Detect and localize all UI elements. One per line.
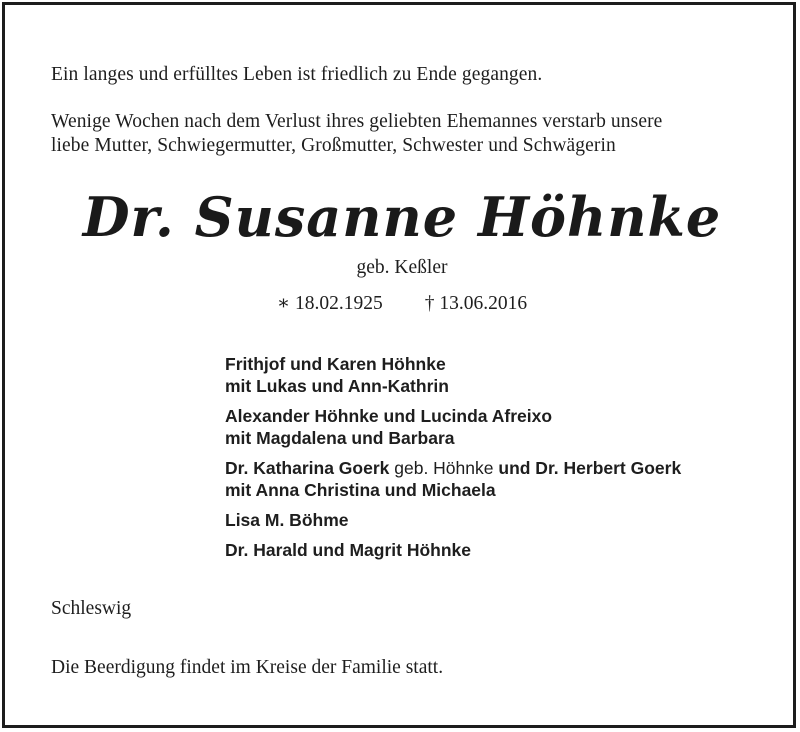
life-dates (5, 292, 799, 316)
mourner-line: Lisa M. Böhme (225, 510, 349, 530)
place-name: Schleswig (51, 598, 132, 619)
obituary-notice (2, 2, 796, 728)
mourner-entry (225, 405, 681, 449)
mourner-line: Alexander Höhnke und Lucinda Afreixo (225, 406, 553, 426)
birth-date: ∗ 18.02.1925 (276, 293, 383, 314)
deceased-name: Dr. Susanne Höhnke (82, 185, 722, 249)
mourner-entry (225, 353, 681, 397)
mourner-line: Dr. Harald und Magrit Höhnke (225, 540, 471, 560)
announcement-line-2: liebe Mutter, Schwiegermutter, Großmutter, Schwester und Schwägerin (51, 135, 616, 156)
mourner-partner: und Dr. Herbert Goerk (498, 458, 682, 478)
mourner-line: mit Lukas und Ann-Kathrin (225, 376, 449, 396)
mourner-name: Dr. Katharina Goerk (225, 458, 390, 478)
mourner-birth-name: geb. Höhnke (394, 458, 494, 478)
mourner-line: mit Magdalena und Barbara (225, 428, 455, 448)
mourners-list (225, 353, 681, 569)
funeral-note: Die Beerdigung findet im Kreise der Familie statt. (51, 657, 444, 678)
mourner-line: mit Anna Christina und Michaela (225, 480, 496, 500)
mourner-entry (225, 457, 681, 501)
announcement-paragraph (51, 110, 771, 158)
mourner-line (225, 457, 681, 479)
intro-line: Ein langes und erfülltes Leben ist friedlich zu Ende gegangen. (51, 64, 543, 85)
mourner-line: Frithjof und Karen Höhnke (225, 354, 446, 374)
mourner-entry (225, 509, 681, 531)
mourner-entry (225, 539, 681, 561)
death-date: † 13.06.2016 (424, 293, 528, 314)
announcement-line-1: Wenige Wochen nach dem Verlust ihres geliebten Ehemannes verstarb unsere (51, 111, 663, 132)
maiden-name: geb. Keßler (356, 257, 448, 278)
